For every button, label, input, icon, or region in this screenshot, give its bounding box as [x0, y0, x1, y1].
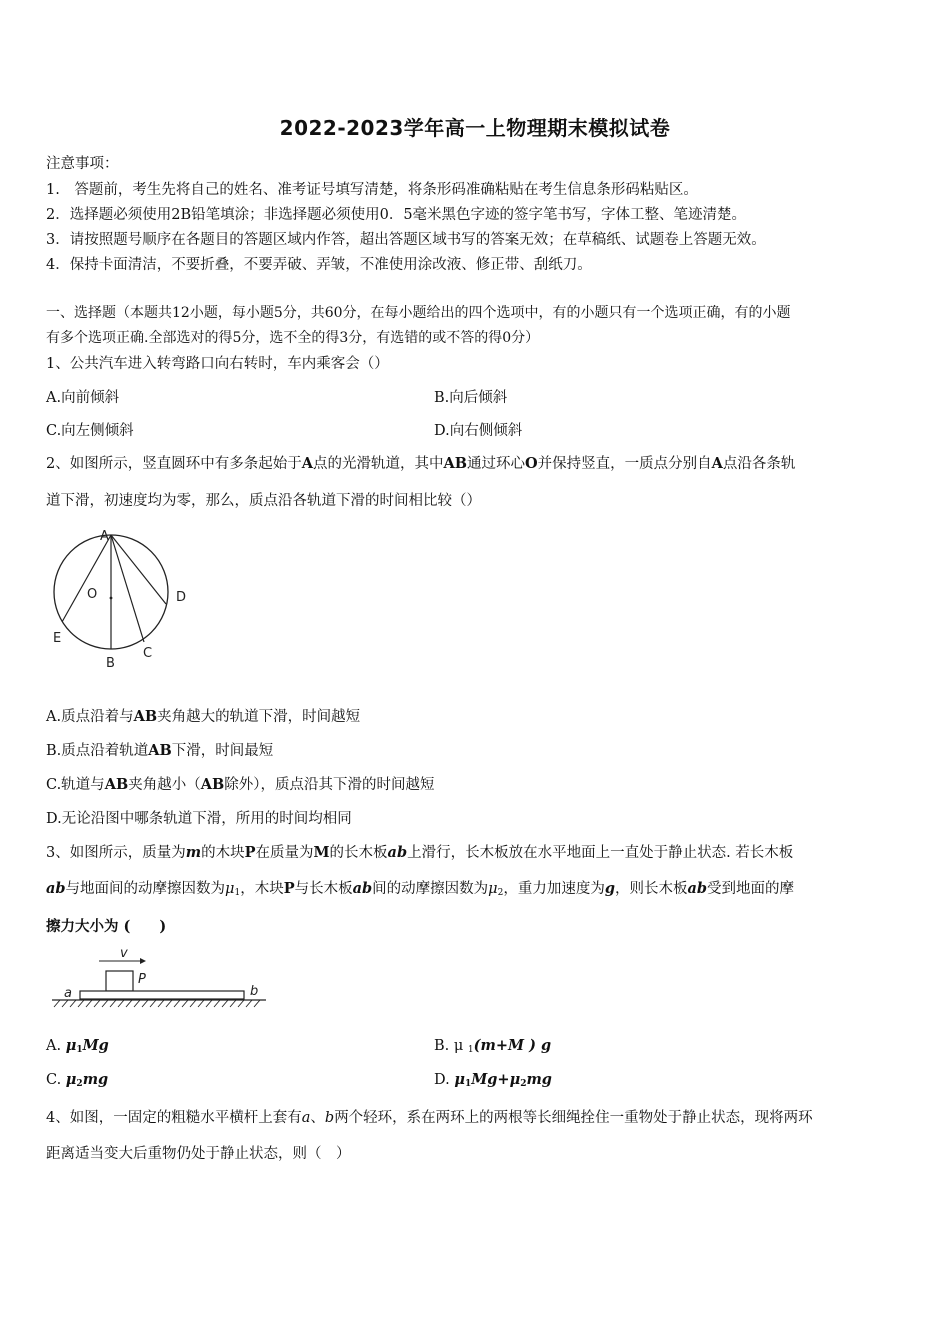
notice-item: 1. 答题前，考生先将自己的姓名、准考证号填写清楚，将条形码准确粘贴在考生信息条形码粘贴区。 — [46, 182, 698, 198]
q1-option-d: D.向右侧倾斜 — [434, 423, 523, 439]
q1-option-c: C.向左侧倾斜 — [46, 423, 134, 439]
track-ae — [62, 535, 111, 622]
long-board — [80, 991, 244, 999]
q3-option-b: B. μ $_1$(m+M ) g — [434, 1037, 552, 1055]
center-dot — [110, 597, 113, 600]
label-a-end: a — [64, 986, 72, 1001]
block-p — [106, 971, 133, 991]
label-p: P — [138, 972, 146, 987]
q4-stem-line1: 4、如图，一固定的粗糙水平横杆上套有a、b两个轻环，系在两环上的两根等长细绳拴住一重物处于静止状态，现将两环 — [46, 1110, 813, 1126]
q3-option-a: A. $\mu_1Mg$ — [46, 1037, 109, 1055]
q4-stem-line2: 距离适当变大后重物仍处于静止状态，则（ ） — [46, 1146, 351, 1162]
ground-hatch — [54, 1000, 260, 1007]
q3-stem-line3: 擦力大小为 ( ) — [46, 918, 167, 935]
q1-option-b: B.向后倾斜 — [434, 390, 508, 406]
q2-option-a: A.质点沿着与AB夹角越大的轨道下滑，时间越短 — [46, 708, 361, 725]
q2-option-b: B.质点沿着轨道AB下滑，时间最短 — [46, 742, 274, 759]
q2-stem-line2: 道下滑，初速度均为零，那么，质点沿各轨道下滑的时间相比较（） — [46, 493, 481, 509]
board-block-figure — [44, 944, 274, 1014]
page-title: 2022-2023学年高一上物理期末模拟试卷 — [279, 116, 671, 140]
q3-stem-line2: ab与地面间的动摩擦因数为$\mu_1$，木块P与长木板ab间的动摩擦因数为$\mu_2$，重力加速度为g，则长木板ab受到地面的摩 — [46, 880, 795, 898]
q3-stem-line1: 3、如图所示，质量为m的木块P在质量为M的长木板ab上滑行，长木板放在水平地面上一直处于静止状态. 若长木板 — [46, 844, 794, 861]
label-c: C — [143, 646, 153, 661]
q2-stem-line1: 2、如图所示，竖直圆环中有多条起始于A点的光滑轨道，其中AB通过环心O并保持竖直，一质点分别自A点沿各条轨 — [46, 455, 796, 472]
q3-option-c: C. $\mu_2mg$ — [46, 1071, 109, 1089]
notice-item: 2．选择题必须使用2B铅笔填涂；非选择题必须使用0．5毫米黑色字迹的签字笔书写，字体工整、笔迹清楚。 — [46, 207, 747, 223]
notice-item: 4．保持卡面清洁，不要折叠，不要弄破、弄皱，不准使用涂改液、修正带、刮纸刀。 — [46, 257, 592, 273]
track-ad — [111, 535, 166, 604]
label-d: D — [176, 590, 187, 605]
q2-option-c: C.轨道与AB夹角越小（AB除外），质点沿其下滑的时间越短 — [46, 776, 435, 793]
label-v: v — [120, 946, 128, 961]
q2-option-d: D.无论沿图中哪条轨道下滑，所用的时间均相同 — [46, 811, 352, 827]
notice-heading: 注意事项： — [46, 156, 119, 172]
velocity-arrow-head — [140, 958, 146, 964]
q1-stem: 1、公共汽车进入转弯路口向右转时，车内乘客会（） — [46, 356, 389, 372]
label-o: O — [87, 587, 98, 602]
notice-item: 3．请按照题号顺序在各题目的答题区域内作答，超出答题区域书写的答案无效；在草稿纸、试题卷上答题无效。 — [46, 232, 766, 248]
label-b: B — [106, 656, 115, 671]
section-heading-line2: 有多个选项正确.全部选对的得5分，选不全的得3分，有选错的或不答的得0分） — [46, 330, 540, 346]
label-b-end: b — [250, 984, 259, 999]
q3-option-d: D. $\mu_1Mg+\mu_2mg$ — [434, 1071, 552, 1089]
label-a: A — [100, 529, 109, 544]
circle-track-figure — [44, 526, 204, 676]
q1-option-a: A.向前倾斜 — [46, 390, 120, 406]
label-e: E — [53, 631, 62, 646]
section-heading-line1: 一、选择题（本题共12小题，每小题5分，共60分，在每小题给出的四个选项中，有的小题只有一个选项正确，有的小题 — [46, 305, 791, 321]
track-ac — [111, 535, 144, 642]
